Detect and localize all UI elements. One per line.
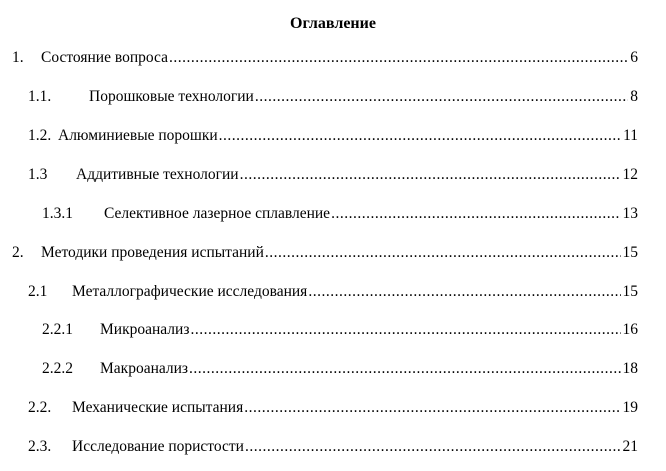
- toc-entry[interactable]: [42, 319, 638, 341]
- toc-entry[interactable]: [42, 358, 638, 380]
- toc-entry-page: 15: [622, 283, 638, 300]
- toc-entry-title: Механические испытания: [72, 399, 244, 416]
- toc-dot-leader: [244, 397, 620, 419]
- toc-entry-title: Аддитивные технологии: [76, 166, 239, 183]
- toc-entry-page: 11: [623, 127, 638, 144]
- toc-entry[interactable]: [28, 281, 638, 303]
- toc-dot-leader: [189, 358, 620, 380]
- toc-entry-page: 13: [622, 205, 638, 222]
- toc-entry-page: 16: [622, 321, 638, 338]
- toc-entry-number: 2.: [12, 244, 24, 261]
- toc-entry[interactable]: [12, 47, 638, 69]
- toc-entry-title: Макроанализ: [100, 360, 189, 377]
- toc-entry[interactable]: [42, 203, 638, 225]
- toc-entry[interactable]: [28, 397, 638, 419]
- toc-dot-leader: [169, 47, 628, 69]
- toc-entry-page: 15: [622, 244, 638, 261]
- toc-entry-page: 8: [630, 88, 638, 105]
- toc-entry[interactable]: [28, 164, 638, 186]
- toc-dot-leader: [190, 319, 620, 341]
- toc-entry-number: 2.1: [28, 283, 48, 300]
- toc-entry[interactable]: [28, 125, 638, 147]
- toc-entry-number: 1.2.: [28, 127, 52, 144]
- toc-entry-title: Микроанализ: [100, 321, 190, 338]
- toc-entry-number: 1.1.: [28, 88, 52, 105]
- toc-entry[interactable]: [12, 242, 638, 264]
- toc-dot-leader: [240, 164, 621, 186]
- toc-entry-title: Методики проведения испытаний: [41, 244, 264, 261]
- toc-entry-title: Порошковые технологии: [89, 88, 254, 105]
- toc-dot-leader: [265, 242, 621, 264]
- toc-entry-number: 2.3.: [28, 438, 52, 455]
- toc-entry-title: Металлографические исследования: [72, 283, 308, 300]
- toc-entry-page: 19: [622, 399, 638, 416]
- toc-dot-leader: [255, 86, 628, 108]
- toc-entry-title: Состояние вопроса: [41, 49, 168, 66]
- toc-entry-number: 2.2.1: [42, 321, 73, 338]
- toc-dot-leader: [331, 203, 620, 225]
- toc-dot-leader: [308, 281, 620, 303]
- toc-entry-number: 1.3: [28, 166, 48, 183]
- toc-entry-number: 2.2.2: [42, 360, 73, 377]
- toc-entry-number: 1.3.1: [42, 205, 73, 222]
- toc-dot-leader: [245, 436, 621, 458]
- toc-entry-page: 12: [622, 166, 638, 183]
- toc-entry-title: Алюминиевые порошки: [58, 127, 218, 144]
- toc-entry-title: Селективное лазерное сплавление: [104, 205, 331, 222]
- toc-entry-page: 18: [622, 360, 638, 377]
- toc-entry-number: 2.2.: [28, 399, 52, 416]
- toc-entry-page: 6: [630, 49, 638, 66]
- toc-entry[interactable]: [28, 436, 638, 458]
- toc-entry-title: Исследование пористости: [72, 438, 244, 455]
- toc-entry-page: 21: [622, 438, 638, 455]
- toc-dot-leader: [219, 125, 621, 147]
- toc-title: Оглавление: [290, 15, 376, 32]
- toc-entry[interactable]: [28, 86, 638, 108]
- toc-entry-number: 1.: [12, 49, 24, 66]
